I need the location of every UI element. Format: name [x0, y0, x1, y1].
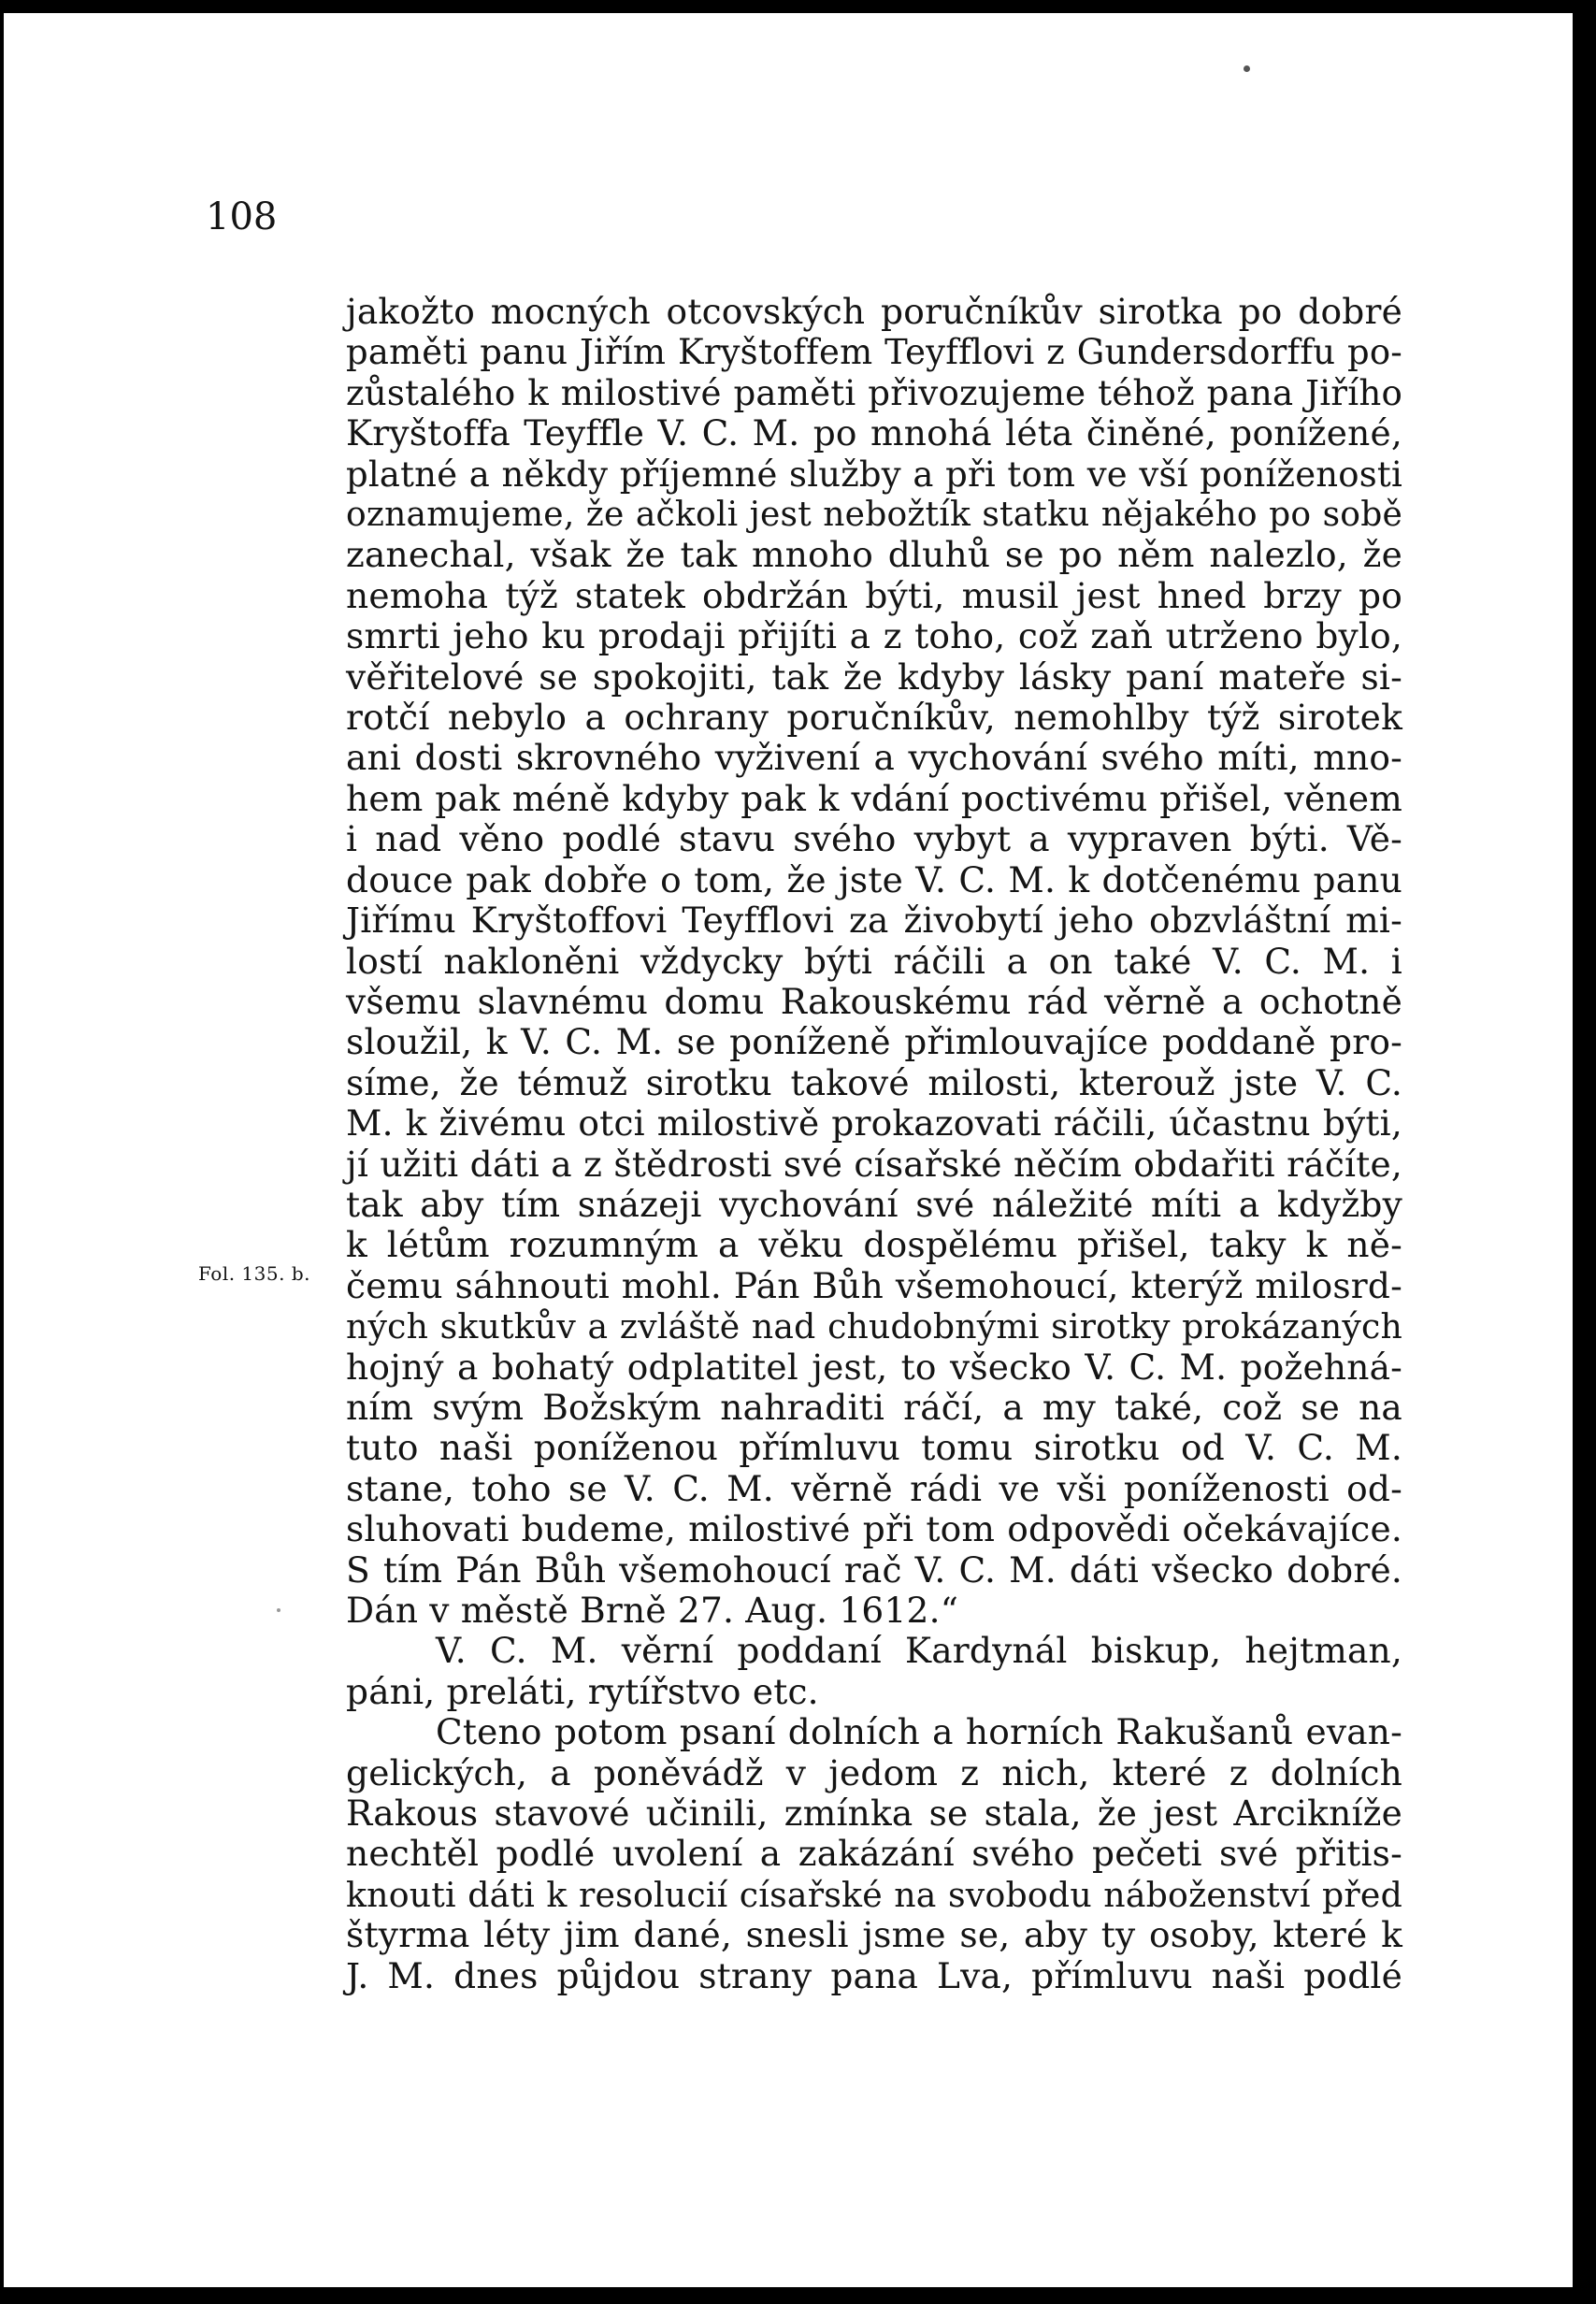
- text-line: ani dosti skrovného vyživení a vychování svého míti, mno-: [346, 737, 1402, 779]
- text-line: zůstalého k milostivé paměti přivozujeme téhož pana Jiřího: [346, 372, 1402, 413]
- text-line: jakožto mocných otcovských poručníkův sirotka po dobré: [346, 291, 1402, 332]
- text-line: V. C. M. věrní poddaní Kardynál biskup, hejtman,: [436, 1630, 1402, 1672]
- text-line: tuto naši poníženou přímluvu tomu sirotku od V. C. M.: [346, 1427, 1402, 1469]
- text-line: M. k živému otci milostivě prokazovati ráčili, účastnu býti,: [346, 1102, 1402, 1145]
- text-line: síme, že témuž sirotku takové milosti, kterouž jste V. C.: [346, 1061, 1402, 1103]
- text-line: Rakous stavové učinili, zmínka se stala, že jest Arcikníže: [346, 1793, 1402, 1835]
- text-line: k létům rozumným a věku dospělému přišel, taky k ně-: [346, 1224, 1402, 1266]
- text-line: S tím Pán Bůh všemohoucí rač V. C. M. dáti všecko dobré.: [346, 1548, 1402, 1591]
- text-line: lostí nakloněni vždycky býti ráčili a on také V. C. M. i: [346, 940, 1402, 982]
- text-line: sloužil, k V. C. M. se poníženě přimlouvajíce poddaně pro-: [346, 1021, 1402, 1063]
- document-page: [4, 13, 1573, 2287]
- text-line: jí užiti dáti a z štědrosti své císařské něčím obdařiti ráčíte,: [346, 1143, 1402, 1185]
- text-line: knouti dáti k resolucií císařské na svobodu náboženství před: [346, 1874, 1402, 1915]
- text-line: i nad věno podlé stavu svého vybyt a vypraven býti. Vě-: [346, 818, 1402, 860]
- text-line: Jiřímu Kryštoffovi Teyfflovi za živobytí jeho obzvláštní mi-: [346, 900, 1402, 942]
- text-line: stane, toho se V. C. M. věrně rádi ve vši poníženosti od-: [346, 1467, 1402, 1509]
- text-line: smrti jeho ku prodaji přijíti a z toho, což zaň utrženo bylo,: [346, 615, 1402, 657]
- text-line: paměti panu Jiřím Kryštoffem Teyfflovi z Gundersdorffu po-: [346, 332, 1402, 373]
- print-speck: [277, 1608, 280, 1612]
- text-line: nemoha týž statek obdržán býti, musil jest hned brzy po: [346, 574, 1402, 616]
- text-line: Dán v městě Brně 27. Aug. 1612.“: [346, 1590, 959, 1631]
- text-line: oznamujeme, že ačkoli jest nebožtík statku nějakého po sobě: [346, 495, 1402, 535]
- body-text: [346, 292, 1402, 1996]
- text-line: všemu slavnému domu Rakouskému rád věrně a ochotně: [346, 980, 1402, 1022]
- text-line: čemu sáhnouti mohl. Pán Bůh všemohoucí, kterýž milosrd-: [346, 1264, 1402, 1306]
- text-line: rotčí nebylo a ochrany poručníkův, nemohlby týž sirotek: [346, 697, 1402, 739]
- text-line: hem pak méně kdyby pak k vdání poctivému přišel, věnem: [346, 777, 1402, 819]
- text-line: páni, preláti, rytířstvo etc.: [346, 1670, 819, 1712]
- text-line: nechtěl podlé uvolení a zakázání svého pečeti své přitis-: [346, 1833, 1402, 1875]
- text-line: douce pak dobře o tom, že jste V. C. M. k dotčenému panu: [346, 858, 1402, 900]
- page-number: 108: [206, 195, 278, 238]
- text-line: gelických, a poněvádž v jedom z nich, které z dolních: [346, 1751, 1402, 1793]
- text-line: štyrma léty jim dané, snesli jsme se, aby ty osoby, které k: [346, 1914, 1402, 1956]
- text-line: J. M. dnes půjdou strany pana Lva, přímluvu naši podlé: [346, 1954, 1402, 1996]
- text-line: hojný a bohatý odplatitel jest, to všecko V. C. M. požehná-: [346, 1346, 1402, 1388]
- text-line: Kryštoffa Teyffle V. C. M. po mnohá léta činěné, ponížené,: [346, 412, 1402, 454]
- text-line: sluhovati budeme, milostivé při tom odpovědi očekávajíce.: [346, 1508, 1402, 1550]
- text-line: tak aby tím snázeji vychování své náležité míti a kdyžby: [346, 1183, 1402, 1225]
- text-line: Cteno potom psaní dolních a horních Rakušanů evan-: [436, 1711, 1402, 1753]
- text-line: platné a někdy příjemné služby a při tom ve vší poníženosti: [346, 454, 1402, 495]
- text-line: ním svým Božským nahraditi ráčí, a my také, což se na: [346, 1386, 1402, 1428]
- text-line: věřitelové se spokojiti, tak že kdyby lásky paní mateře si-: [346, 655, 1402, 698]
- margin-note-folio: Fol. 135. b.: [198, 1262, 310, 1285]
- print-speck: [1244, 65, 1250, 72]
- text-line: ných skutkův a zvláště nad chudobnými sirotky prokázaných: [346, 1306, 1402, 1347]
- text-line: zanechal, však že tak mnoho dluhů se po něm nalezlo, že: [346, 534, 1402, 576]
